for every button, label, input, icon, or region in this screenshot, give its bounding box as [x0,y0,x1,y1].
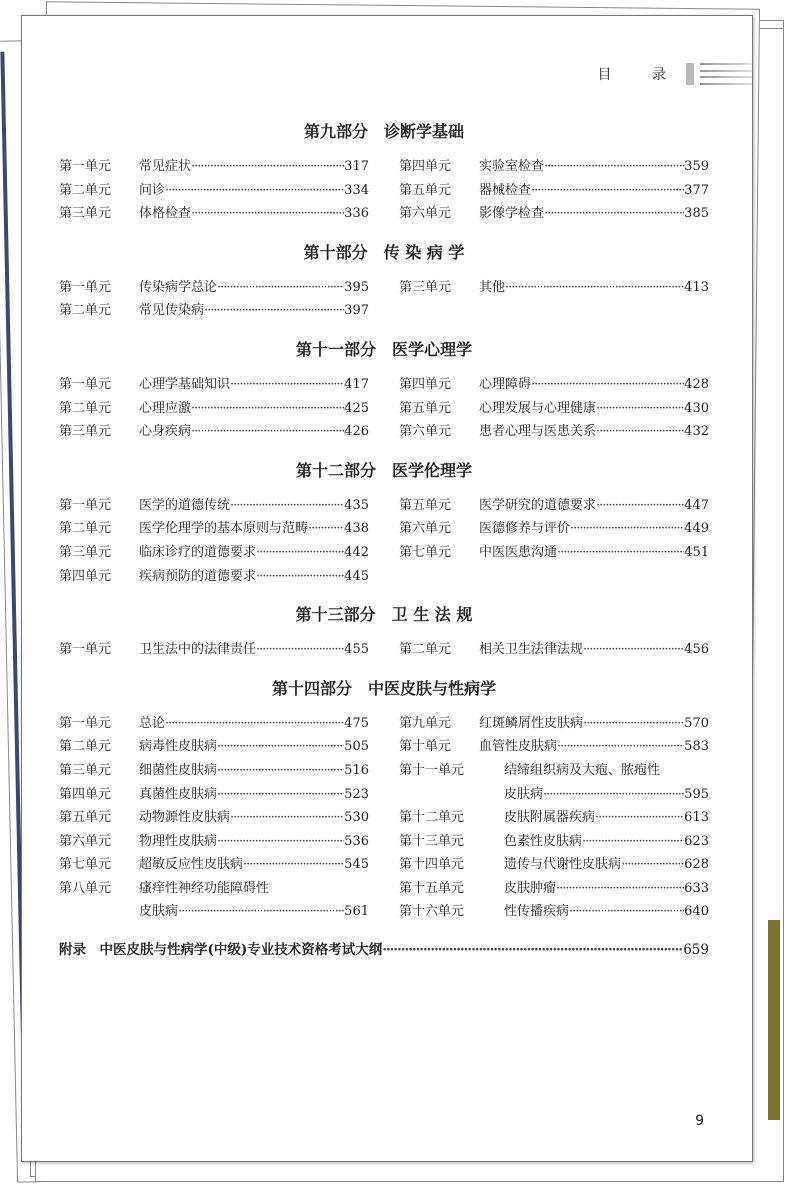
unit-spacer [59,900,139,924]
toc-entry[interactable] [399,541,709,565]
leader-dots [191,420,344,444]
unit-label: 第三单元 [59,544,112,560]
unit-label: 第一单元 [59,715,112,731]
page-ref: 359 [684,159,709,174]
page-ref: 451 [684,544,709,560]
entry-title: 物理性皮肤病 [139,833,218,849]
unit-label: 第五单元 [399,497,452,513]
entry-title: 血管性皮肤病 [479,739,558,755]
entry-title: 医学的道德传统 [139,497,231,513]
entry-title-wrap [139,155,369,179]
page-ref: 505 [344,739,369,755]
toc-entry[interactable] [59,735,369,759]
toc-entry[interactable] [399,830,709,854]
unit-label: 第七单元 [399,544,452,560]
entry-title: 结缔组织病及大疱、脓疱性 [504,762,661,778]
entry-title-wrap [139,179,369,203]
page-ref: 595 [684,786,709,802]
page-ref: 334 [344,182,369,198]
toc-column-right [399,638,709,662]
section-columns [59,373,709,444]
entry-title: 瘙痒性神经功能障碍性 [139,880,270,896]
page-ref: 570 [684,715,709,731]
section-title: 第十部分 传 染 病 学 [303,242,465,262]
page-ref: 385 [684,206,709,222]
page-ref: 659 [683,942,709,959]
entry-title: 疾病预防的道德要求 [139,568,257,584]
entry-title-wrap [139,638,369,662]
leader-dots [204,299,344,323]
entry-title: 问诊 [139,182,166,198]
leader-dots [582,830,684,854]
page-ref: 516 [344,762,369,778]
toc-entry[interactable] [59,179,369,203]
entry-title-wrap [139,420,369,444]
toc-column-right [399,373,709,444]
leader-dots [531,179,684,203]
unit-label: 第四单元 [399,376,452,392]
page-ref: 447 [684,497,709,513]
entry-title-wrap [139,735,369,759]
entry-title-wrap [139,373,369,397]
leader-dots [557,735,684,759]
toc-column-left [59,276,369,323]
toc-entry[interactable] [399,373,709,397]
toc-entry[interactable] [399,397,709,421]
leader-dots [596,494,684,518]
section-title: 第十三部分 卫 生 法 规 [295,605,473,625]
leader-dots [596,397,684,421]
unit-label: 第三单元 [59,206,112,222]
toc-page [21,15,753,1162]
toc-entry[interactable] [59,373,369,397]
toc-entry[interactable] [59,494,369,518]
leader-dots [557,541,684,565]
section-columns [59,276,709,323]
toc-entry[interactable] [399,517,709,541]
section-columns [59,712,709,924]
entry-title-wrap [139,806,369,830]
appendix-title: 附录 中医皮肤与性病学(中级)专业技术资格考试大纲 [59,942,383,959]
unit-label: 第一单元 [59,279,112,295]
leader-dots [531,373,684,397]
entry-title-wrap [139,517,369,541]
section-title: 第十一部分 医学心理学 [295,339,472,359]
entry-title: 动物源性皮肤病 [139,810,231,826]
unit-label: 第十三单元 [399,833,465,849]
leader-dots [256,565,344,589]
leader-dots [570,517,684,541]
toc-entry[interactable] [59,397,369,421]
toc-entry[interactable] [399,735,709,759]
toc-entry[interactable] [399,276,709,300]
leader-dots [382,938,683,962]
unit-label: 第四单元 [59,786,112,802]
toc-entry[interactable] [399,900,709,924]
page-ref: 523 [344,786,369,802]
leader-dots [543,783,684,807]
leader-dots [243,853,344,877]
unit-label: 第五单元 [59,810,112,826]
entry-title: 红斑鳞屑性皮肤病 [479,715,584,731]
entry-title-wrap [479,712,709,736]
leader-dots [544,202,684,226]
page-ref: 413 [684,279,709,295]
toc-column-right [399,494,709,588]
page-ref: 417 [344,376,369,392]
toc-entry[interactable] [59,541,369,565]
leader-dots [217,276,344,300]
entry-title-wrap [479,373,709,397]
leader-dots [191,397,344,421]
entry-title: 真菌性皮肤病 [139,786,218,802]
page-ref: 561 [344,904,369,920]
toc-column-left [59,155,369,226]
page-ref: 445 [344,568,369,584]
entry-title-wrap [479,541,709,565]
toc-entry[interactable] [399,202,709,226]
leader-dots [217,759,344,783]
header-title: 目 录 [597,67,684,83]
unit-label: 第二单元 [59,182,112,198]
entry-title-wrap [479,276,709,300]
header-lines-decoration [700,63,752,85]
leader-dots [191,155,344,179]
leader-dots [165,179,344,203]
entry-title-wrap [139,565,369,589]
leader-dots [191,202,344,226]
entry-title-continued: 皮肤病 [139,904,179,920]
entry-title-wrap [479,517,709,541]
entry-title: 常见传染病 [139,303,205,319]
page-ref: 623 [684,833,709,849]
entry-title-wrap [139,202,369,226]
leader-dots [178,900,344,924]
entry-title: 器械检查 [479,182,532,198]
cover-edge [768,920,780,1120]
leader-dots [595,806,684,830]
leader-dots [256,541,344,565]
toc-entry[interactable] [59,712,369,736]
leader-dots [596,420,684,444]
toc-entry[interactable] [59,276,369,300]
unit-label: 第三单元 [59,424,112,440]
entry-title: 心身疾病 [139,424,192,440]
toc-entry-continuation[interactable] [59,900,369,924]
section-columns [59,155,709,226]
entry-title-wrap [504,806,709,830]
toc-entry[interactable] [399,712,709,736]
unit-label: 第五单元 [399,400,452,416]
page-ref: 613 [684,810,709,826]
toc-column-right [399,276,709,323]
entry-title-wrap [139,783,369,807]
entry-title-wrap [479,179,709,203]
entry-title-continued: 皮肤病 [504,786,544,802]
entry-title-wrap [139,276,369,300]
entry-title: 传染病学总论 [139,279,218,295]
page-ref: 430 [684,400,709,416]
page-ref: 425 [344,400,369,416]
toc-entry[interactable] [399,494,709,518]
entry-title: 常见症状 [139,159,192,174]
toc-entry[interactable] [399,877,709,901]
page-ref: 442 [344,544,369,560]
leader-dots [256,638,344,662]
table-of-contents [59,119,709,962]
page-ref: 475 [344,715,369,731]
entry-title-wrap [504,900,709,924]
page-ref: 583 [684,739,709,755]
toc-column-right [399,712,709,924]
unit-label: 第五单元 [399,182,452,198]
entry-title: 皮肤肿瘤 [504,880,557,896]
toc-column-left [59,712,369,924]
toc-entry[interactable] [59,783,369,807]
unit-label: 第六单元 [399,206,452,222]
entry-title-wrap [479,155,709,179]
section-columns [59,494,709,588]
toc-entry[interactable] [59,202,369,226]
entry-title: 其他 [479,279,506,295]
toc-entry[interactable] [59,853,369,877]
unit-label: 第八单元 [59,880,112,896]
entry-title: 病毒性皮肤病 [139,739,218,755]
section-title: 第十二部分 医学伦理学 [295,460,472,480]
page-ref: 536 [344,833,369,849]
toc-column-left [59,373,369,444]
toc-entry[interactable] [59,565,369,589]
entry-title: 影像学检查 [479,206,545,222]
leader-dots [217,830,344,854]
leader-dots [505,276,684,300]
leader-dots [217,783,344,807]
unit-label: 第二单元 [59,521,112,537]
toc-entry[interactable] [59,877,369,901]
leader-dots [583,712,684,736]
unit-label: 第四单元 [59,568,112,584]
entry-title-wrap [139,877,369,901]
unit-label: 第二单元 [59,400,112,416]
leader-dots [165,712,344,736]
leader-dots [556,877,684,901]
leader-dots [230,806,344,830]
page-ref: 428 [684,376,709,392]
unit-label: 第三单元 [59,762,112,778]
unit-spacer [399,783,504,807]
entry-title: 遗传与代谢性皮肤病 [504,857,622,873]
toc-entry[interactable] [399,179,709,203]
entry-title-wrap [504,783,709,807]
entry-title-wrap [139,397,369,421]
leader-dots [308,517,344,541]
leader-dots [621,853,684,877]
entry-title-wrap [139,759,369,783]
page-ref: 456 [684,642,709,658]
unit-label: 第一单元 [59,376,112,392]
section-title: 第九部分 诊断学基础 [303,122,464,141]
unit-label: 第七单元 [59,857,112,873]
toc-entry[interactable] [399,638,709,662]
unit-label: 第一单元 [59,497,112,513]
page-ref: 377 [684,182,709,198]
entry-title: 细菌性皮肤病 [139,762,218,778]
entry-title-wrap [504,830,709,854]
entry-title: 实验室检查 [479,159,545,174]
entry-title-wrap [479,735,709,759]
unit-label: 第二单元 [59,739,112,755]
unit-label: 第二单元 [59,303,112,319]
unit-label: 第十一单元 [399,762,465,778]
toc-entry[interactable] [399,759,709,783]
leader-dots [544,155,684,179]
entry-title-wrap [139,900,369,924]
toc-entry[interactable] [59,759,369,783]
unit-label: 第六单元 [399,424,452,440]
entry-title: 卫生法中的法律责任 [139,642,257,658]
entry-title: 体格检查 [139,206,192,222]
page-ref: 426 [344,424,369,440]
unit-label: 第九单元 [399,715,452,731]
leader-dots [230,494,344,518]
entry-title: 临床诊疗的道德要求 [139,544,257,560]
entry-title-wrap [479,638,709,662]
unit-label: 第十单元 [399,739,452,755]
section-title: 第十四部分 中医皮肤与性病学 [271,678,496,698]
entry-title: 患者心理与医患关系 [479,424,597,440]
entry-title-wrap [504,877,709,901]
unit-label: 第十五单元 [399,880,465,896]
entry-title-wrap [139,299,369,323]
page-ref: 455 [344,642,369,658]
entry-title-wrap [504,853,709,877]
unit-label: 第六单元 [59,833,112,849]
toc-column-left [59,638,369,662]
entry-title-wrap [139,712,369,736]
toc-entry[interactable] [59,155,369,179]
leader-dots [230,373,344,397]
entry-title: 医学研究的道德要求 [479,497,597,513]
entry-title: 超敏反应性皮肤病 [139,857,244,873]
entry-title: 心理发展与心理健康 [479,400,597,416]
header-block-decoration [686,63,694,85]
entry-title: 皮肤附属器疾病 [504,810,596,826]
entry-title: 心理学基础知识 [139,376,231,392]
unit-label: 第二单元 [399,642,452,658]
page-ref: 633 [684,880,709,896]
entry-title: 相关卫生法律法规 [479,642,584,658]
leader-dots [569,900,684,924]
page-ref: 317 [344,159,369,174]
unit-label: 第六单元 [399,521,452,537]
unit-label: 第四单元 [399,159,452,174]
toc-column-right [399,155,709,226]
entry-title-wrap [479,202,709,226]
entry-title: 医德修养与评价 [479,521,571,537]
page-ref: 449 [684,521,709,537]
entry-title: 色素性皮肤病 [504,833,583,849]
entry-title-wrap [479,397,709,421]
entry-title-wrap [479,494,709,518]
entry-title: 心理应激 [139,400,192,416]
entry-title: 心理障碍 [479,376,532,392]
entry-title: 总论 [139,715,166,731]
toc-entry-continuation[interactable] [399,783,709,807]
running-header [598,63,752,85]
unit-label: 第一单元 [59,642,112,658]
appendix-entry[interactable] [59,938,709,962]
page-number: 9 [695,1113,704,1129]
leader-dots [217,735,344,759]
toc-entry[interactable] [399,806,709,830]
page-ref: 640 [684,904,709,920]
toc-entry[interactable] [399,853,709,877]
page-ref: 628 [684,857,709,873]
section-columns [59,638,709,662]
leader-dots [583,638,684,662]
toc-entry[interactable] [59,806,369,830]
toc-entry[interactable] [399,155,709,179]
toc-entry[interactable] [59,830,369,854]
toc-entry[interactable] [59,517,369,541]
entry-title-wrap [139,494,369,518]
entry-title-wrap [139,541,369,565]
unit-label: 第十四单元 [399,857,465,873]
entry-title-wrap [139,830,369,854]
page-ref: 397 [344,303,369,319]
toc-column-left [59,494,369,588]
entry-title-wrap [139,853,369,877]
page-ref: 336 [344,206,369,222]
page-ref: 432 [684,424,709,440]
toc-entry[interactable] [399,420,709,444]
toc-entry[interactable] [59,420,369,444]
toc-entry[interactable] [59,299,369,323]
page-ref: 530 [344,810,369,826]
toc-entry[interactable] [59,638,369,662]
unit-label: 第十六单元 [399,904,465,920]
entry-title: 医学伦理学的基本原则与范畴 [139,521,309,537]
entry-title: 性传播疾病 [504,904,570,920]
unit-label: 第一单元 [59,159,112,174]
page-ref: 395 [344,279,369,295]
entry-title-wrap [479,420,709,444]
page-ref: 438 [344,521,369,537]
unit-label: 第十二单元 [399,810,465,826]
page-ref: 545 [344,857,369,873]
page-ref: 435 [344,497,369,513]
entry-title: 中医医患沟通 [479,544,558,560]
entry-title-wrap [504,759,709,783]
unit-label: 第三单元 [399,279,452,295]
